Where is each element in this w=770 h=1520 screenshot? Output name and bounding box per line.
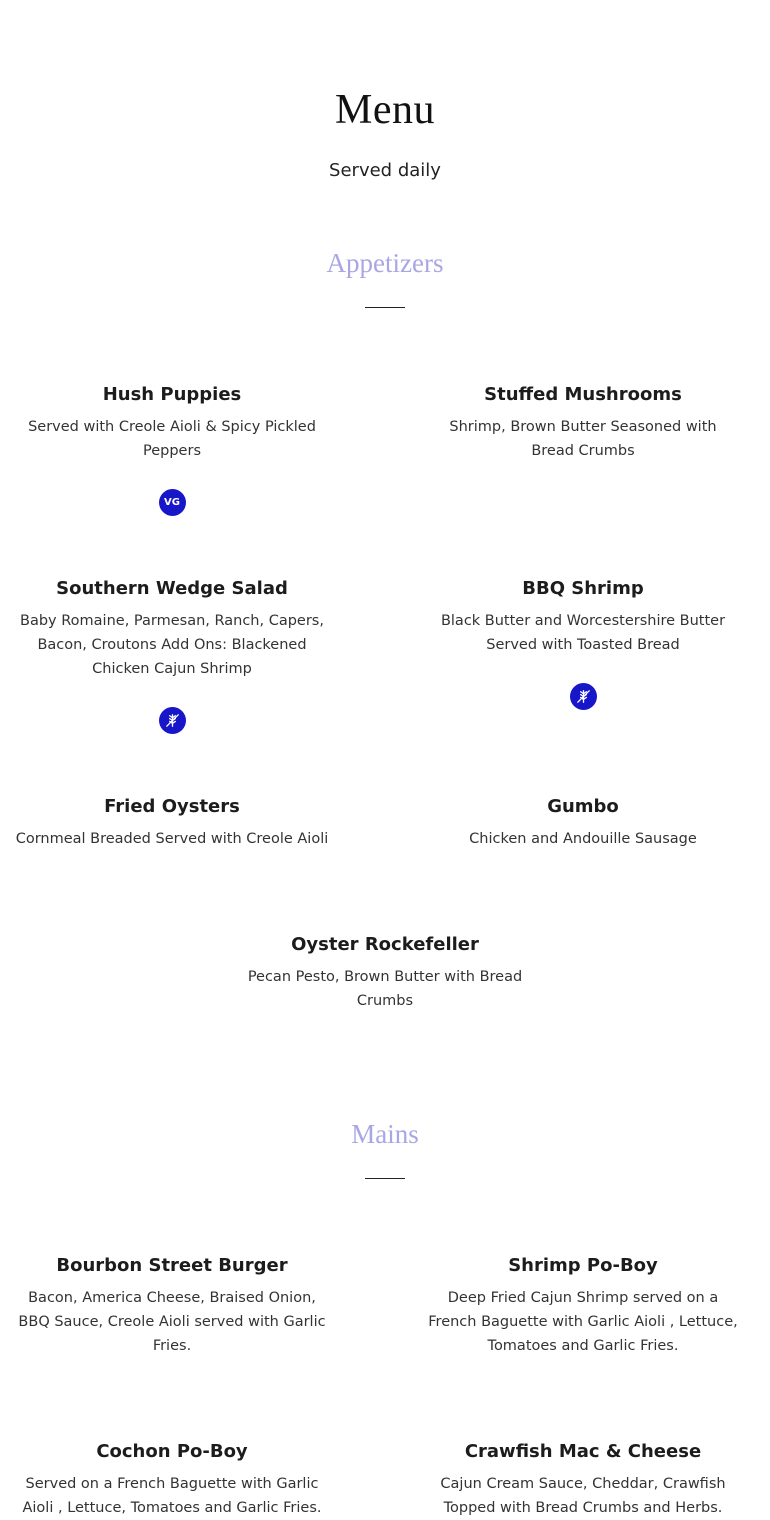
item-name: Crawfish Mac & Cheese xyxy=(464,1441,702,1462)
item-description: Served on a French Baguette with Garlic Aioli , Lettuce, Tomatoes and Garlic Fries. xyxy=(22,1476,322,1516)
item-name: Southern Wedge Salad xyxy=(56,578,288,599)
menu-item-crawfish-mac-and-cheese xyxy=(428,1439,738,1520)
page-subtitle: Served daily xyxy=(329,160,441,181)
item-description: Baby Romaine, Parmesan, Ranch, Capers, Bacon, Croutons Add Ons: Blackened Chicken Cajun Shrimp xyxy=(20,613,324,677)
item-description: Shrimp, Brown Butter Seasoned with Bread Crumbs xyxy=(449,419,717,459)
item-description: Deep Fried Cajun Shrimp served on a French Baguette with Garlic Aioli , Lettuce, Tomatoes and Garlic Fries. xyxy=(428,1290,738,1354)
gluten-free-icon xyxy=(570,683,597,710)
menu-item-stuffed-mushrooms xyxy=(428,382,738,463)
item-name: Oyster Rockefeller xyxy=(291,934,479,955)
item-name: Hush Puppies xyxy=(102,384,242,405)
menu-item-gumbo xyxy=(428,794,738,851)
section-title-mains: Mains xyxy=(351,1119,419,1149)
menu-item-shrimp-po-boy xyxy=(428,1253,738,1358)
item-description: Bacon, America Cheese, Braised Onion, BBQ Sauce, Creole Aioli served with Garlic Fries. xyxy=(18,1290,326,1354)
menu-item-bourbon-street-burger xyxy=(17,1253,327,1358)
item-description: Cajun Cream Sauce, Cheddar, Crawfish Topped with Bread Crumbs and Herbs. xyxy=(440,1476,726,1516)
menu-item-southern-wedge-salad xyxy=(17,576,327,734)
menu-item-oyster-rockefeller xyxy=(235,932,535,1013)
item-name: Cochon Po-Boy xyxy=(96,1441,248,1462)
item-description: Black Butter and Worcestershire Butter Served with Toasted Bread xyxy=(440,613,726,653)
section-divider xyxy=(365,1178,405,1179)
item-name: Gumbo xyxy=(547,796,619,817)
item-name: Stuffed Mushrooms xyxy=(484,384,682,405)
menu-item-fried-oysters xyxy=(12,794,332,851)
item-name: Shrimp Po-Boy xyxy=(508,1255,658,1276)
vegan-badge xyxy=(159,489,186,516)
item-name: Fried Oysters xyxy=(104,796,240,817)
item-description: Served with Creole Aioli & Spicy Pickled Peppers xyxy=(28,419,316,459)
item-description: Chicken and Andouille Sausage xyxy=(469,831,697,847)
section-title-appetizers: Appetizers xyxy=(326,248,444,278)
gluten-free-icon xyxy=(159,707,186,734)
menu-item-hush-puppies xyxy=(17,382,327,516)
item-description: Pecan Pesto, Brown Butter with Bread Crumbs xyxy=(247,969,523,1009)
item-description: Cornmeal Breaded Served with Creole Aioli xyxy=(15,831,329,847)
menu-item-bbq-shrimp xyxy=(428,576,738,710)
item-name: BBQ Shrimp xyxy=(522,578,644,599)
badge-label: VG xyxy=(164,497,180,508)
section-divider xyxy=(365,307,405,308)
menu-item-cochon-po-boy xyxy=(17,1439,327,1520)
item-name: Bourbon Street Burger xyxy=(56,1255,288,1276)
page-title: Menu xyxy=(335,87,435,133)
